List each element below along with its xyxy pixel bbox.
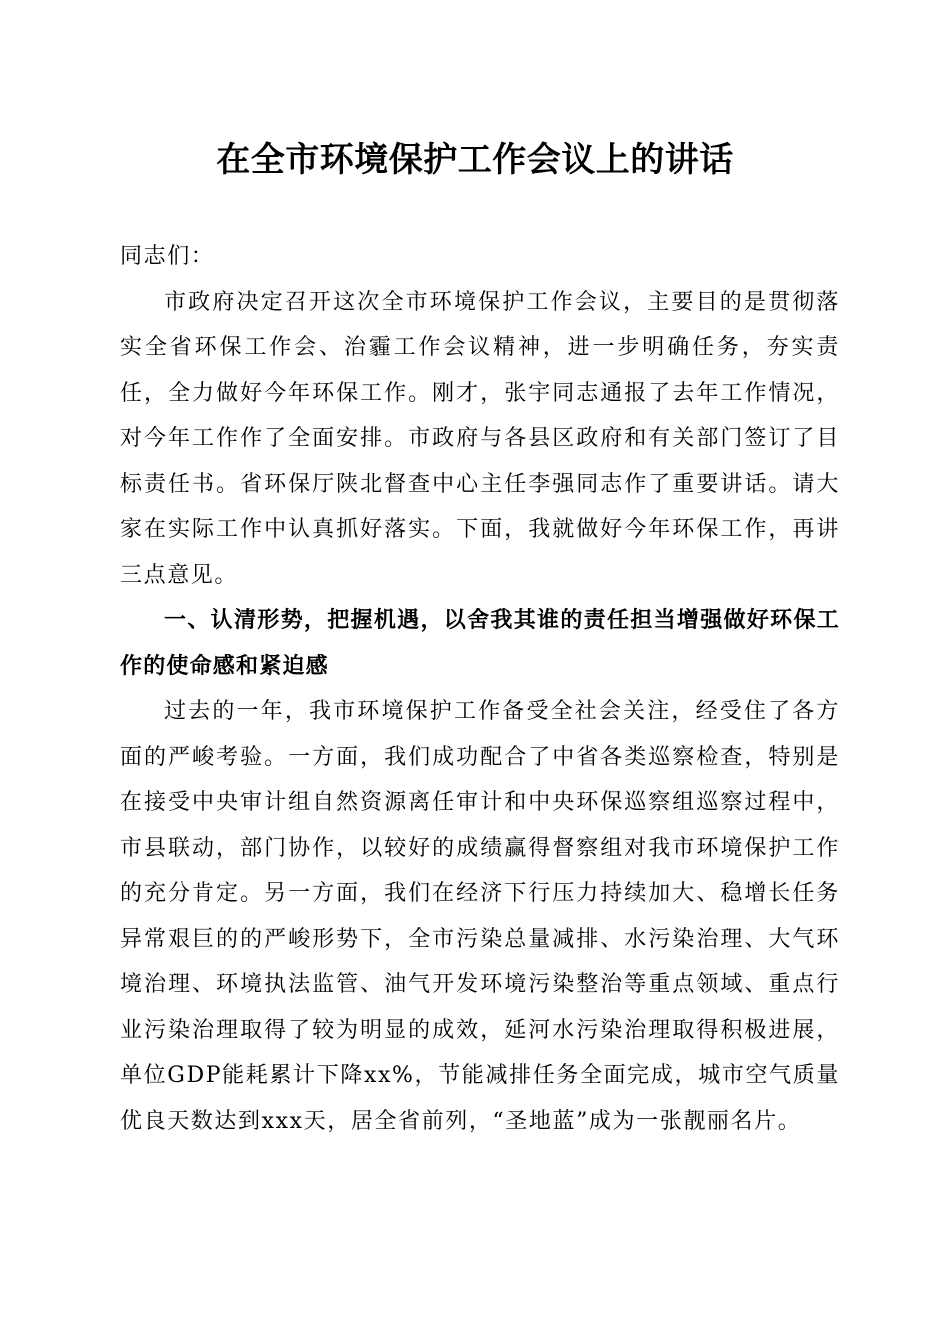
intro-paragraph: 市政府决定召开这次全市环境保护工作会议，主要目的是贯彻落实全省环保工作会、治霾工作会议精神，进一步明确任务，夯实责任，全力做好今年环保工作。刚才，张宇同志通报了去年工作情况，对今年工作作了全面安排。市政府与各县区政府和有关部门签订了目标责任书。省环保厅陕北督查中心主任李强同志作了重要讲话。请大家在实际工作中认真抓好落实。下面，我就做好今年环保工作，再讲三点意见。 (120, 289, 840, 588)
salutation: 同志们： (120, 244, 215, 269)
document-title: 在全市环境保护工作会议上的讲话 (216, 140, 734, 180)
section-paragraph-1: 过去的一年，我市环境保护工作备受全社会关注，经受住了各方面的严峻考验。一方面，我们成功配合了中省各类巡察检查，特别是在接受中央审计组自然资源离任审计和中央环保巡察组巡察过程中，市县联动，部门协作，以较好的成绩赢得督察组对我市环境保护工作的充分肯定。另一方面，我们在经济下行压力持续加大、稳增长任务异常艰巨的的严峻形势下，全市污染总量减排、水污染治理、大气环境治理、环境执法监管、油气开发环境污染整治等重点领域、重点行业污染治理取得了较为明显的成效，延河水污染治理取得积极进展，单位GDP能耗累计下降xx%，节能减排任务全面完成，城市空气质量优良天数达到xxx天，居全省前列，“圣地蓝”成为一张靓丽名片。 (120, 699, 840, 1134)
document-body (120, 234, 840, 1144)
section-heading-1: 一、认清形势，把握机遇，以舍我其谁的责任担当增强做好环保工作的使命感和紧迫感 (120, 608, 840, 679)
